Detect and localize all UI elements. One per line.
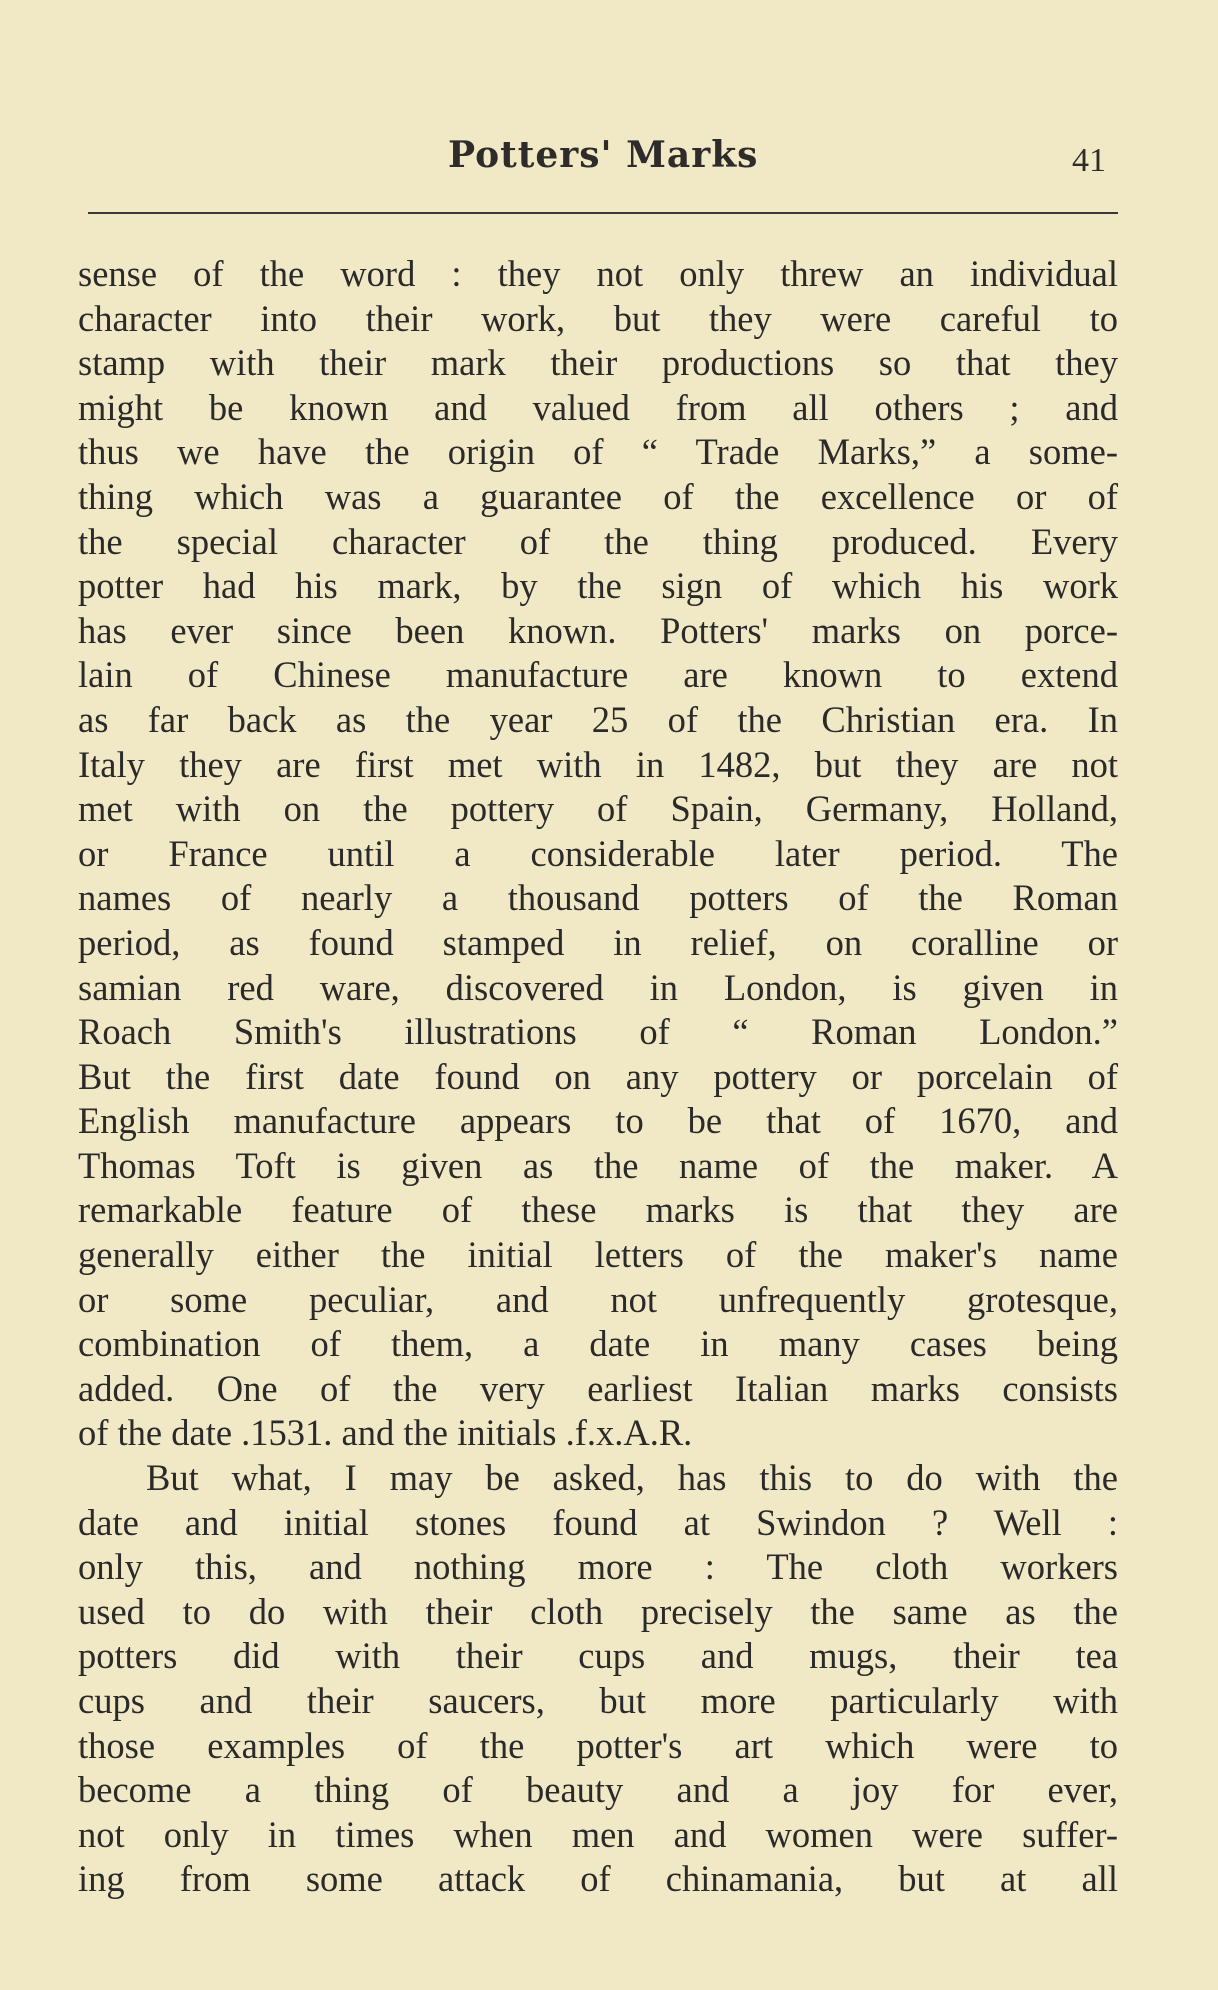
text-line: potters did with their cups and mugs, their tea [78,1635,1118,1677]
text-line: become a thing of beauty and a joy for ever, [78,1769,1118,1811]
text-line: the special character of the thing produced. Every [78,520,1118,562]
text-line: stamp with their mark their productions so that they [78,342,1118,384]
header-rule [88,212,1118,214]
text-line: Italy they are first met with in 1482, but they are not [78,743,1118,785]
text-line: Roach Smith's illustrations of “ Roman London.” [78,1011,1118,1053]
text-line: of the date .1531. and the initials .f.x.A.R. [78,1412,693,1454]
text-line: met with on the pottery of Spain, Germany, Holland, [78,788,1118,830]
running-header [0,128,1218,188]
body-text [78,252,1118,1902]
text-line: character into their work, but they were careful to [78,297,1118,339]
text-line: or France until a considerable later period. The [78,832,1118,874]
text-line: might be known and valued from all others ; and [78,386,1118,428]
running-title: Potters' Marks [448,134,759,176]
text-line: those examples of the potter's art which were to [78,1724,1118,1766]
text-line: added. One of the very earliest Italian marks consists [78,1367,1118,1409]
text-line: not only in times when men and women were suffer- [78,1813,1118,1855]
text-line: names of nearly a thousand potters of the Roman [78,877,1118,919]
text-line: remarkable feature of these marks is that they are [78,1189,1118,1231]
text-line: English manufacture appears to be that of 1670, and [78,1100,1118,1142]
text-line: or some peculiar, and not unfrequently grotesque, [78,1278,1118,1320]
text-line: samian red ware, discovered in London, is given in [78,966,1118,1008]
text-line: has ever since been known. Potters' marks on porce- [78,609,1118,651]
text-line: But the first date found on any pottery or porcelain of [78,1055,1118,1097]
text-line: But what, I may be asked, has this to do with the [146,1457,1118,1499]
text-line: thus we have the origin of “ Trade Marks,” a some- [78,431,1118,473]
text-line: as far back as the year 25 of the Christian era. In [78,698,1118,740]
text-line: lain of Chinese manufacture are known to extend [78,654,1118,696]
text-line: cups and their saucers, but more particularly with [78,1680,1118,1721]
text-line: period, as found stamped in relief, on coralline or [78,921,1118,963]
text-line: Thomas Toft is given as the name of the maker. A [78,1144,1118,1186]
text-line: only this, and nothing more : The cloth workers [78,1546,1118,1588]
text-line: generally either the initial letters of the maker's name [78,1234,1118,1276]
text-line: used to do with their cloth precisely the same as the [78,1590,1118,1632]
text-line: potter had his mark, by the sign of which his work [78,565,1118,607]
text-line: thing which was a guarantee of the excellence or of [78,475,1118,517]
text-line: date and initial stones found at Swindon ? Well : [78,1501,1118,1543]
text-line: sense of the word : they not only threw an individual [78,253,1118,294]
text-line: ing from some attack of chinamania, but at all [78,1858,1118,1900]
page-number: 41 [1072,142,1106,179]
text-line: combination of them, a date in many cases being [78,1323,1118,1365]
